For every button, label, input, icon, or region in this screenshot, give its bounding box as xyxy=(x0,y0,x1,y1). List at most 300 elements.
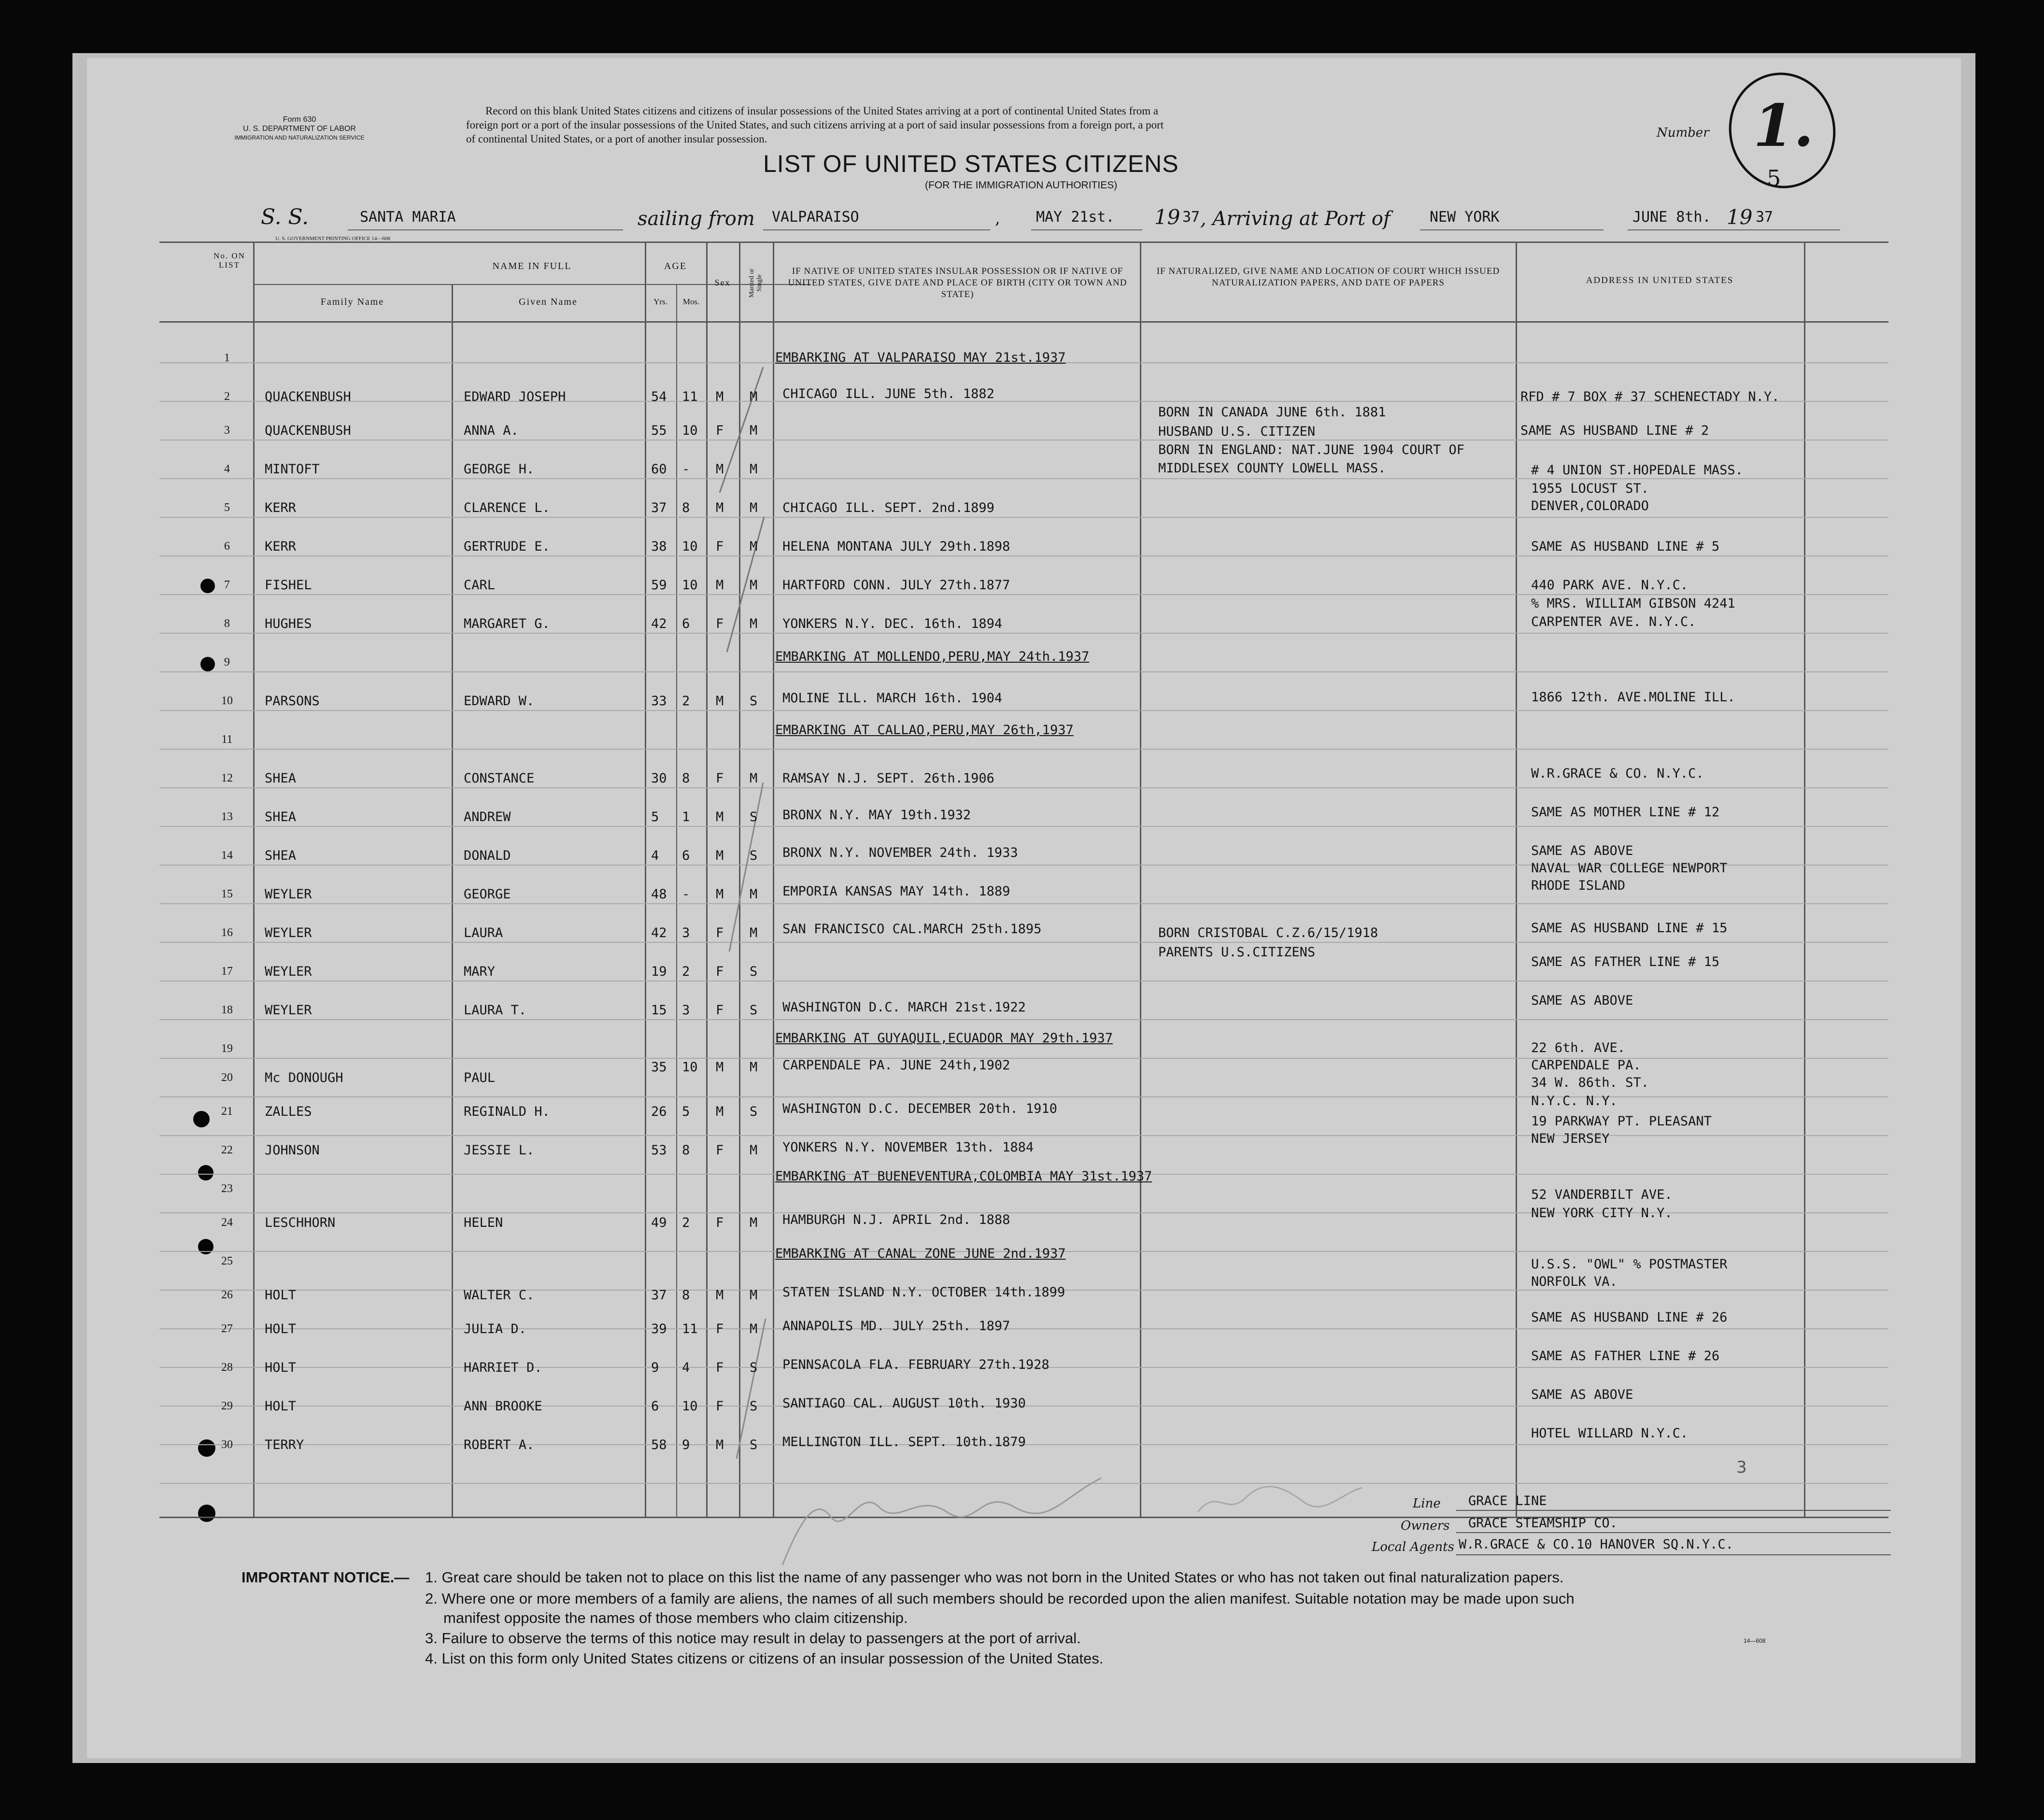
family-name: SHEA xyxy=(265,848,297,863)
address-line: SAME AS HUSBAND LINE # 5 xyxy=(1531,539,1720,554)
age-years: 39 xyxy=(651,1322,667,1337)
age-months: 10 xyxy=(682,578,698,593)
owners-underline xyxy=(1456,1532,1891,1533)
row-number: 27 xyxy=(221,1322,233,1335)
year-prefix-2: 19 xyxy=(1727,205,1753,229)
address-line: RFD # 7 BOX # 37 SCHENECTADY N.Y. xyxy=(1520,389,1780,404)
birth-place-date: HELENA MONTANA JULY 29th.1898 xyxy=(782,539,1010,554)
sex: F xyxy=(716,423,724,438)
age-months: 3 xyxy=(682,925,690,940)
marital-status: M xyxy=(750,925,758,940)
marital-status: M xyxy=(750,1143,758,1158)
punch-hole xyxy=(198,1505,215,1522)
age-months: 8 xyxy=(682,771,690,786)
address-line: W.R.GRACE & CO. N.Y.C. xyxy=(1531,766,1704,781)
embarking-heading: EMBARKING AT CANAL ZONE JUNE 2nd.1937 xyxy=(775,1246,1066,1261)
naturalization-note: BORN CRISTOBAL C.Z.6/15/1918 xyxy=(1158,925,1378,940)
birth-place-date: HARTFORD CONN. JULY 27th.1877 xyxy=(782,578,1010,593)
punch-hole xyxy=(43,1188,62,1208)
birth-place-date: ANNAPOLIS MD. JULY 25th. 1897 xyxy=(782,1319,1010,1334)
number-value: 1. xyxy=(1753,92,1814,160)
address-line: CARPENDALE PA. xyxy=(1531,1058,1641,1073)
col-divider xyxy=(676,284,677,1517)
address-line: CARPENTER AVE. N.Y.C. xyxy=(1531,614,1696,629)
punch-hole xyxy=(43,1104,62,1123)
age-months: 8 xyxy=(682,1288,690,1303)
departure-year: 37 xyxy=(1182,209,1200,226)
departure-port: VALPARAISO xyxy=(772,209,859,226)
family-name: HOLT xyxy=(265,1322,297,1337)
header-yrs: Yrs. xyxy=(653,297,667,306)
row-number: 17 xyxy=(221,965,233,978)
sex: M xyxy=(716,694,724,709)
sex: F xyxy=(716,539,724,554)
sailing-label: sailing from xyxy=(638,208,755,230)
age-months: - xyxy=(682,462,690,477)
form-title: LIST OF UNITED STATES CITIZENS xyxy=(763,150,1179,177)
row-rule xyxy=(159,440,1888,441)
age-years: 53 xyxy=(651,1143,667,1158)
given-name: CONSTANCE xyxy=(464,771,535,786)
header-given-name: Given Name xyxy=(519,297,578,307)
age-months: 2 xyxy=(682,694,690,709)
age-months: 10 xyxy=(682,539,698,554)
given-name: ANNA A. xyxy=(464,423,519,438)
age-months: 8 xyxy=(682,1143,690,1158)
row-rule xyxy=(159,942,1888,943)
age-years: 9 xyxy=(651,1360,659,1375)
marital-status: M xyxy=(750,539,758,554)
row-number: 14 xyxy=(221,849,233,862)
given-name: EDWARD W. xyxy=(464,694,535,709)
sex: F xyxy=(716,1360,724,1375)
family-name: TERRY xyxy=(265,1437,304,1452)
ss-label: S. S. xyxy=(261,205,309,229)
row-number: 21 xyxy=(221,1105,233,1118)
birth-place-date: EMPORIA KANSAS MAY 14th. 1889 xyxy=(782,884,1010,899)
marital-status: M xyxy=(750,423,758,438)
age-years: 26 xyxy=(651,1104,667,1119)
marital-status: M xyxy=(750,616,758,631)
birth-place-date: BRONX N.Y. MAY 19th.1932 xyxy=(782,808,971,823)
blank-line xyxy=(1420,229,1604,230)
marital-status: S xyxy=(750,1399,758,1414)
family-name: SHEA xyxy=(265,771,297,786)
birth-place-date: YONKERS N.Y. DEC. 16th. 1894 xyxy=(782,616,1003,631)
row-number: 25 xyxy=(221,1255,233,1267)
row-number: 19 xyxy=(221,1042,233,1055)
naturalization-note: HUSBAND U.S. CITIZEN xyxy=(1158,424,1316,439)
age-years: 60 xyxy=(651,462,667,477)
col-divider xyxy=(253,242,255,1517)
given-name: ROBERT A. xyxy=(464,1437,535,1452)
embarking-heading: EMBARKING AT BUENEVENTURA,COLOMBIA MAY 31st.1937 xyxy=(775,1169,1152,1184)
sex: M xyxy=(716,500,724,515)
age-years: 15 xyxy=(651,1003,667,1018)
sex: F xyxy=(716,964,724,979)
row-number: 10 xyxy=(221,695,233,707)
given-name: ANN BROOKE xyxy=(464,1399,542,1414)
department: U. S. DEPARTMENT OF LABOR xyxy=(243,125,356,133)
sex: M xyxy=(716,1104,724,1119)
address-line: % MRS. WILLIAM GIBSON 4241 xyxy=(1531,596,1735,611)
age-years: 42 xyxy=(651,616,667,631)
row-rule xyxy=(159,594,1888,595)
birth-place-date: RAMSAY N.J. SEPT. 26th.1906 xyxy=(782,771,994,786)
row-rule xyxy=(159,1019,1888,1020)
given-name: ANDREW xyxy=(464,810,511,825)
line-underline xyxy=(1456,1510,1891,1511)
age-years: 38 xyxy=(651,539,667,554)
family-name: QUACKENBUSH xyxy=(265,423,351,438)
sex: M xyxy=(716,389,724,404)
header-address: ADDRESS IN UNITED STATES xyxy=(1586,275,1734,285)
col-divider xyxy=(1516,242,1517,1517)
given-name: MARY xyxy=(464,964,496,979)
sex: M xyxy=(716,578,724,593)
notice-item: 1. Great care should be taken not to place on this list the name of any passenger who was not born in the United States or who has not taken out final naturalization papers. xyxy=(425,1569,1564,1586)
age-months: 3 xyxy=(682,1003,690,1018)
address-line: SAME AS ABOVE xyxy=(1531,993,1633,1008)
sex: M xyxy=(716,848,724,863)
line-value: GRACE LINE xyxy=(1468,1493,1547,1508)
age-years: 54 xyxy=(651,389,667,404)
marital-status: M xyxy=(750,1322,758,1337)
punch-hole xyxy=(198,1239,213,1254)
birth-place-date: MELLINGTON ILL. SEPT. 10th.1879 xyxy=(782,1435,1026,1450)
header-naturalized: IF NATURALIZED, GIVE NAME AND LOCATION OF COURT WHICH ISSUED NATURALIZATION PAPERS, AND DATE OF PAPERS xyxy=(1156,266,1500,288)
row-rule xyxy=(159,478,1888,479)
departure-date: MAY 21st. xyxy=(1036,209,1115,226)
given-name: JULIA D. xyxy=(464,1322,527,1337)
marital-status: M xyxy=(750,578,758,593)
page-mark: 5 xyxy=(1767,165,1781,191)
given-name: WALTER C. xyxy=(464,1288,535,1303)
marital-status: S xyxy=(750,694,758,709)
age-years: 59 xyxy=(651,578,667,593)
row-number: 15 xyxy=(221,888,233,900)
family-name: KERR xyxy=(265,539,297,554)
family-name: HOLT xyxy=(265,1360,297,1375)
row-rule xyxy=(159,710,1888,711)
table-header-rule xyxy=(159,321,1888,323)
given-name: EDWARD JOSEPH xyxy=(464,389,566,404)
sex: F xyxy=(716,1322,724,1337)
age-months: 6 xyxy=(682,616,690,631)
service: IMMIGRATION AND NATURALIZATION SERVICE xyxy=(234,134,365,141)
address-line: SAME AS ABOVE xyxy=(1531,1387,1633,1402)
family-name: SHEA xyxy=(265,810,297,825)
marital-status: S xyxy=(750,1437,758,1452)
family-name: WEYLER xyxy=(265,964,312,979)
birth-place-date: PENNSACOLA FLA. FEBRUARY 27th.1928 xyxy=(782,1357,1050,1372)
header-birth: IF NATIVE OF UNITED STATES INSULAR POSSESSION OR IF NATIVE OF UNITED STATES, GIVE DATE AND PLACE OF BIRTH (CITY OR TOWN AND STATE) xyxy=(788,266,1127,299)
blank-line xyxy=(348,229,623,230)
header-married-single: Married or Single xyxy=(748,268,763,298)
family-name: HOLT xyxy=(265,1399,297,1414)
address-line: 19 PARKWAY PT. PLEASANT xyxy=(1531,1114,1712,1129)
number-label: Number xyxy=(1657,126,1709,140)
marital-status: M xyxy=(750,1288,758,1303)
row-number: 28 xyxy=(221,1361,233,1374)
given-name: JESSIE L. xyxy=(464,1143,535,1158)
address-line: NEW JERSEY xyxy=(1531,1131,1610,1146)
form-subtitle: (FOR THE IMMIGRATION AUTHORITIES) xyxy=(925,180,1118,191)
address-line: 440 PARK AVE. N.Y.C. xyxy=(1531,578,1689,593)
row-rule xyxy=(159,1096,1888,1097)
blank-line xyxy=(1628,229,1840,230)
line-label: Line xyxy=(1413,1496,1441,1511)
sex: M xyxy=(716,462,724,477)
form-number: Form 630 xyxy=(283,115,316,124)
row-rule xyxy=(159,903,1888,904)
arrival-date: JUNE 8th. xyxy=(1632,209,1711,226)
address-line: N.Y.C. N.Y. xyxy=(1531,1094,1618,1109)
address-line: NORFOLK VA. xyxy=(1531,1274,1618,1289)
age-years: 30 xyxy=(651,771,667,786)
row-number: 2 xyxy=(224,390,230,403)
sex: M xyxy=(716,1060,724,1075)
col-divider xyxy=(1140,242,1141,1517)
age-months: 11 xyxy=(682,389,698,404)
owners-label: Owners xyxy=(1401,1519,1450,1533)
punch-hole xyxy=(43,650,62,669)
naturalization-note: MIDDLESEX COUNTY LOWELL MASS. xyxy=(1158,461,1386,476)
address-line: SAME AS HUSBAND LINE # 26 xyxy=(1531,1310,1728,1325)
family-name: LESCHHORN xyxy=(265,1215,336,1230)
birth-place-date: CHICAGO ILL. JUNE 5th. 1882 xyxy=(782,386,994,401)
header-sex: Sex xyxy=(714,278,731,287)
address-line: U.S.S. "OWL" % POSTMASTER xyxy=(1531,1257,1728,1272)
row-number: 12 xyxy=(221,772,233,784)
row-rule xyxy=(159,787,1888,788)
header-name-in-full: NAME IN FULL xyxy=(492,261,572,271)
address-line: SAME AS FATHER LINE # 26 xyxy=(1531,1349,1720,1364)
age-years: 58 xyxy=(651,1437,667,1452)
given-name: GERTRUDE E. xyxy=(464,539,550,554)
comma: , xyxy=(995,209,1000,228)
row-number: 5 xyxy=(224,501,230,514)
marital-status: S xyxy=(750,1104,758,1119)
punch-hole xyxy=(43,1294,62,1314)
row-rule xyxy=(159,1135,1888,1136)
given-name: GEORGE H. xyxy=(464,462,535,477)
marital-status: S xyxy=(750,1360,758,1375)
age-years: 5 xyxy=(651,810,659,825)
embarking-heading: EMBARKING AT VALPARAISO MAY 21st.1937 xyxy=(775,350,1066,365)
marital-status: M xyxy=(750,500,758,515)
blank-line xyxy=(763,229,990,230)
age-years: 48 xyxy=(651,887,667,902)
given-name: LAURA xyxy=(464,925,503,940)
notice-item: manifest opposite the names of those members who claim citizenship. xyxy=(443,1609,908,1626)
arrival-year: 37 xyxy=(1756,209,1774,226)
col-divider xyxy=(645,242,646,1517)
row-rule xyxy=(159,671,1888,672)
family-name: HOLT xyxy=(265,1288,297,1303)
family-name: Mc DONOUGH xyxy=(265,1070,343,1085)
row-number: 4 xyxy=(224,463,230,475)
age-years: 37 xyxy=(651,1288,667,1303)
sex: F xyxy=(716,1215,724,1230)
instruction-text: Record on this blank United States citizens and citizens of insular possessions of the United States arriving at a port of continental United States from a foreign port or a port of the insular possessions of the United States, and such citizens arriving at a port of said insular possessions from a foreign port, a port of continental United States, or a port of another insular possession. xyxy=(466,105,1164,145)
address-line: SAME AS HUSBAND LINE # 2 xyxy=(1520,423,1709,438)
blank-line xyxy=(1031,229,1142,230)
row-number: 23 xyxy=(221,1182,233,1195)
sex: M xyxy=(716,810,724,825)
address-line: 52 VANDERBILT AVE. xyxy=(1531,1187,1673,1202)
punch-hole xyxy=(43,570,62,589)
row-number: 8 xyxy=(224,617,230,630)
table-top-rule xyxy=(159,242,1888,243)
given-name: CLARENCE L. xyxy=(464,500,550,515)
embarking-heading: EMBARKING AT MOLLENDO,PERU,MAY 24th.1937 xyxy=(775,649,1090,664)
marital-status: S xyxy=(750,848,758,863)
row-number: 1 xyxy=(224,352,230,364)
address-line: SAME AS FATHER LINE # 15 xyxy=(1531,954,1720,969)
age-years: 35 xyxy=(651,1060,667,1075)
printer-line: U. S. GOVERNMENT PRINTING OFFICE 14—608 xyxy=(275,236,390,242)
sex: M xyxy=(716,1288,724,1303)
header-family-name: Family Name xyxy=(320,297,384,307)
address-line: SAME AS MOTHER LINE # 12 xyxy=(1531,805,1720,820)
age-years: 37 xyxy=(651,500,667,515)
given-name: REGINALD H. xyxy=(464,1104,550,1119)
sex: F xyxy=(716,925,724,940)
given-name: HARRIET D. xyxy=(464,1360,542,1375)
given-name: CARL xyxy=(464,578,496,593)
address-line: RHODE ISLAND xyxy=(1531,878,1626,893)
naturalization-note: PARENTS U.S.CITIZENS xyxy=(1158,945,1316,960)
age-years: 19 xyxy=(651,964,667,979)
row-number: 26 xyxy=(221,1289,233,1301)
birth-place-date: YONKERS N.Y. NOVEMBER 13th. 1884 xyxy=(782,1140,1034,1155)
age-months: 9 xyxy=(682,1437,690,1452)
marital-status: S xyxy=(750,810,758,825)
row-number: 3 xyxy=(224,424,230,437)
row-number: 18 xyxy=(221,1004,233,1016)
embarking-heading: EMBARKING AT CALLAO,PERU,MAY 26th,1937 xyxy=(775,723,1074,738)
notice-item: 2. Where one or more members of a family are aliens, the names of all such members should be recorded upon the alien manifest. Suitable notation may be made upon such xyxy=(425,1590,1575,1607)
age-years: 49 xyxy=(651,1215,667,1230)
ship-name: SANTA MARIA xyxy=(360,209,456,226)
punch-hole xyxy=(43,326,62,345)
birth-place-date: BRONX N.Y. NOVEMBER 24th. 1933 xyxy=(782,845,1018,860)
row-number: 30 xyxy=(221,1438,233,1451)
age-years: 33 xyxy=(651,694,667,709)
family-name: WEYLER xyxy=(265,887,312,902)
count-mark: 3 xyxy=(1736,1458,1747,1477)
age-months: 10 xyxy=(682,1060,698,1075)
given-name: DONALD xyxy=(464,848,511,863)
address-line: 22 6th. AVE. xyxy=(1531,1040,1626,1055)
arrival-port: NEW YORK xyxy=(1430,209,1500,226)
row-number: 20 xyxy=(221,1071,233,1084)
agents-label: Local Agents xyxy=(1372,1540,1454,1554)
address-line: 1866 12th. AVE.MOLINE ILL. xyxy=(1531,690,1735,705)
age-months: - xyxy=(682,887,690,902)
family-name: QUACKENBUSH xyxy=(265,389,351,404)
given-name: PAUL xyxy=(464,1070,496,1085)
year-prefix-1: 19 xyxy=(1154,205,1180,229)
embarking-heading: EMBARKING AT GUYAQUIL,ECUADOR MAY 29th.1937 xyxy=(775,1031,1113,1046)
age-years: 6 xyxy=(651,1399,659,1414)
age-months: 11 xyxy=(682,1322,698,1337)
sex: F xyxy=(716,1143,724,1158)
row-number: 9 xyxy=(224,656,230,668)
punch-hole xyxy=(43,242,62,261)
col-divider xyxy=(1804,242,1805,1517)
given-name: GEORGE xyxy=(464,887,511,902)
age-months: 2 xyxy=(682,1215,690,1230)
row-number: 7 xyxy=(224,579,230,591)
family-name: HUGHES xyxy=(265,616,312,631)
punch-hole xyxy=(193,1111,210,1127)
family-name: PARSONS xyxy=(265,694,320,709)
col-divider xyxy=(706,242,708,1517)
notice-item: 3. Failure to observe the terms of this notice may result in delay to passengers at the port of arrival. xyxy=(425,1630,1081,1647)
row-rule xyxy=(159,749,1888,750)
address-line: SAME AS HUSBAND LINE # 15 xyxy=(1531,921,1728,936)
birth-place-date: WASHINGTON D.C. DECEMBER 20th. 1910 xyxy=(782,1101,1057,1116)
manifest-sheet xyxy=(87,58,1961,1758)
sex: F xyxy=(716,1399,724,1414)
sex: F xyxy=(716,616,724,631)
address-line: 1955 LOCUST ST. xyxy=(1531,481,1649,496)
birth-place-date: HAMBURGH N.J. APRIL 2nd. 1888 xyxy=(782,1212,1010,1227)
address-line: NAVAL WAR COLLEGE NEWPORT xyxy=(1531,861,1728,876)
address-line: NEW YORK CITY N.Y. xyxy=(1531,1206,1673,1221)
col-divider xyxy=(452,284,453,1517)
address-line: # 4 UNION ST.HOPEDALE MASS. xyxy=(1531,463,1743,478)
header-mos: Mos. xyxy=(682,297,700,306)
age-months: 8 xyxy=(682,500,690,515)
row-rule xyxy=(159,555,1888,556)
marital-status: M xyxy=(750,389,758,404)
notice-item: 4. List on this form only United States citizens or citizens of an insular possession of the United States. xyxy=(425,1650,1104,1667)
age-months: 10 xyxy=(682,1399,698,1414)
birth-place-date: CHICAGO ILL. SEPT. 2nd.1899 xyxy=(782,500,994,515)
age-months: 4 xyxy=(682,1360,690,1375)
row-rule xyxy=(159,826,1888,827)
age-months: 6 xyxy=(682,848,690,863)
family-name: MINTOFT xyxy=(265,462,320,477)
given-name: MARGARET G. xyxy=(464,616,550,631)
address-line: 34 W. 86th. ST. xyxy=(1531,1075,1649,1090)
row-number: 13 xyxy=(221,810,233,823)
birth-place-date: SANTIAGO CAL. AUGUST 10th. 1930 xyxy=(782,1396,1026,1411)
header-no-on-list: No. ON LIST xyxy=(213,251,245,270)
owners-value: GRACE STEAMSHIP CO. xyxy=(1468,1516,1618,1531)
marital-status: S xyxy=(750,1003,758,1018)
row-rule xyxy=(159,1328,1888,1329)
address-line: SAME AS ABOVE xyxy=(1531,843,1633,858)
age-years: 55 xyxy=(651,423,667,438)
row-number: 6 xyxy=(224,540,230,553)
form-id xyxy=(222,115,377,142)
naturalization-note: BORN IN ENGLAND: NAT.JUNE 1904 COURT OF xyxy=(1158,442,1464,457)
row-number: 22 xyxy=(221,1144,233,1156)
agents-value: W.R.GRACE & CO.10 HANOVER SQ.N.Y.C. xyxy=(1459,1537,1733,1552)
header-age: AGE xyxy=(664,261,687,271)
birth-place-date: WASHINGTON D.C. MARCH 21st.1922 xyxy=(782,1000,1026,1015)
age-years: 4 xyxy=(651,848,659,863)
notice-title: IMPORTANT NOTICE.— xyxy=(241,1569,410,1586)
age-months: 2 xyxy=(682,964,690,979)
family-name: ZALLES xyxy=(265,1104,312,1119)
birth-place-date: SAN FRANCISCO CAL.MARCH 25th.1895 xyxy=(782,922,1042,937)
birth-place-date: CARPENDALE PA. JUNE 24th,1902 xyxy=(782,1058,1010,1073)
